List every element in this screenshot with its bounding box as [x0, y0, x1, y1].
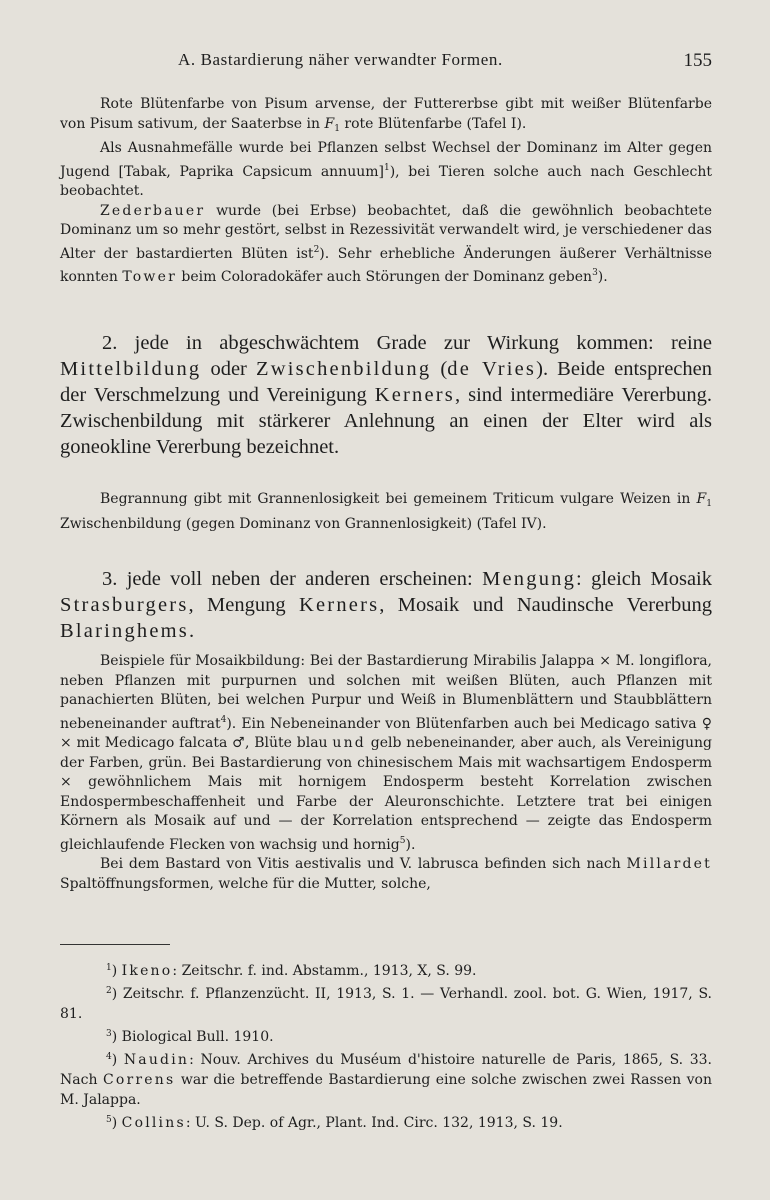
footnote-3: $^3$) Biological Bull. 1910.	[106, 1029, 274, 1045]
paragraph-vitis: Bei dem Bastard von Vitis aestivalis und V. labrusca befinden sich nach Millardet Spaltöffnungsformen, welche für die Mutter, solche,	[60, 856, 712, 892]
footnotes	[60, 958, 712, 1133]
paragraph-pisum: Rote Blütenfarbe von Pisum arvense, der Futtererbse gibt mit weißer Blütenfarbe von Pisum sativum, der Saaterbse in $F_1$ rote Blütenfarbe (Tafel I).	[60, 96, 712, 134]
paragraph-block-dominance	[60, 95, 712, 288]
running-header	[60, 50, 712, 74]
footnote-5: $^5$) Collins: U. S. Dep. of Agr., Plant. Ind. Circ. 132, 1913, S. 19.	[106, 1115, 563, 1131]
footnote-1: $^1$) Ikeno: Zeitschr. f. ind. Abstamm., 1913, X, S. 99.	[106, 963, 477, 979]
section-2-intermediate: 2. jede in abgeschwächtem Grade zur Wirkung kommen: reine Mittelbildung oder Zwischenbildung (de Vries). Beide entsprechen der Verschmelzung und Vereinigung Kerners, sind intermediäre Vererbung. Zwischenbildung mit stärkerer Anlehnung an einen der Elter wird als goneokline Vererbung bezeichnet.	[60, 332, 712, 458]
page-number: 155	[683, 50, 712, 71]
footnote-divider	[60, 944, 170, 945]
footnote-2: $^2$) Zeitschr. f. Pflanzenzücht. II, 1913, S. 1. — Verhandl. zool. bot. G. Wien, 1917, S. 81.	[60, 986, 712, 1022]
paragraph-zederbauer: Zederbauer wurde (bei Erbse) beobachtet, daß die gewöhnlich beobachtete Dominanz um so mehr gestört, selbst in Rezessivität verwandelt wird, je verschiedener das Alter der bastardierten Blüten ist$^2$). Sehr erhebliche Änderungen äußerer Verhältnisse konnten Tower beim Coloradokäfer auch Störungen der Dominanz geben$^3$).	[60, 202, 712, 285]
paragraph-block-mosaic-examples	[60, 652, 712, 894]
paragraph-triticum: Begrannung gibt mit Grannenlosigkeit bei gemeinem Triticum vulgare Weizen in $F_1$ Zwischenbildung (gegen Dominanz von Grannenlosigkeit) (Tafel IV).	[60, 491, 712, 532]
section-3-mosaic: 3. jede voll neben der anderen erscheinen: Mengung: gleich Mosaik Strasburgers, Mengung Kerners, Mosaik und Naudinsche Vererbung Blaringhems.	[60, 568, 713, 642]
running-title: A. Bastardierung näher verwandter Formen.	[178, 50, 503, 69]
paragraph-mirabilis: Beispiele für Mosaikbildung: Bei der Bastardierung Mirabilis Jalappa × M. longiflora, neben Pflanzen mit purpurnen und solchen mit weißen Blüten, auch Pflanzen mit panachierten Blüten, bei welchen Purpur und Weiß in Blumenblättern und Staubblättern nebeneinander auftrat$^4$). Ein Nebeneinander von Blütenfarben auch bei Medicago sativa ♀ × mit Medicago falcata ♂, Blüte blau und gelb nebeneinander, aber auch, als Vereinigung der Farben, grün. Bei Bastardierung von chinesischem Mais mit wachsartigem Endosperm × gewöhnlichem Mais mit hornigem Endosperm besteht Korrelation zwischen Endospermbeschaffenheit und Farbe der Aleuronschichte. Letztere trat bei einigen Körnern als Mosaik auf und — der Korrelation entsprechend — zeigte das Endosperm gleichlaufende Flecken von wachsig und hornig$^5$).	[60, 653, 712, 853]
paragraph-exceptions: Als Ausnahmefälle wurde bei Pflanzen selbst Wechsel der Dominanz im Alter gegen Jugend [Tabak, Paprika Capsicum annuum]$^1$), bei Tieren solche auch nach Geschlecht beobachtet.	[60, 140, 712, 199]
footnote-4: $^4$) Naudin: Nouv. Archives du Muséum d'histoire naturelle de Paris, 1865, S. 33. Nach Correns war die betreffende Bastardierung eine solche zwischen zwei Rassen von M. Jalappa.	[60, 1052, 712, 1108]
